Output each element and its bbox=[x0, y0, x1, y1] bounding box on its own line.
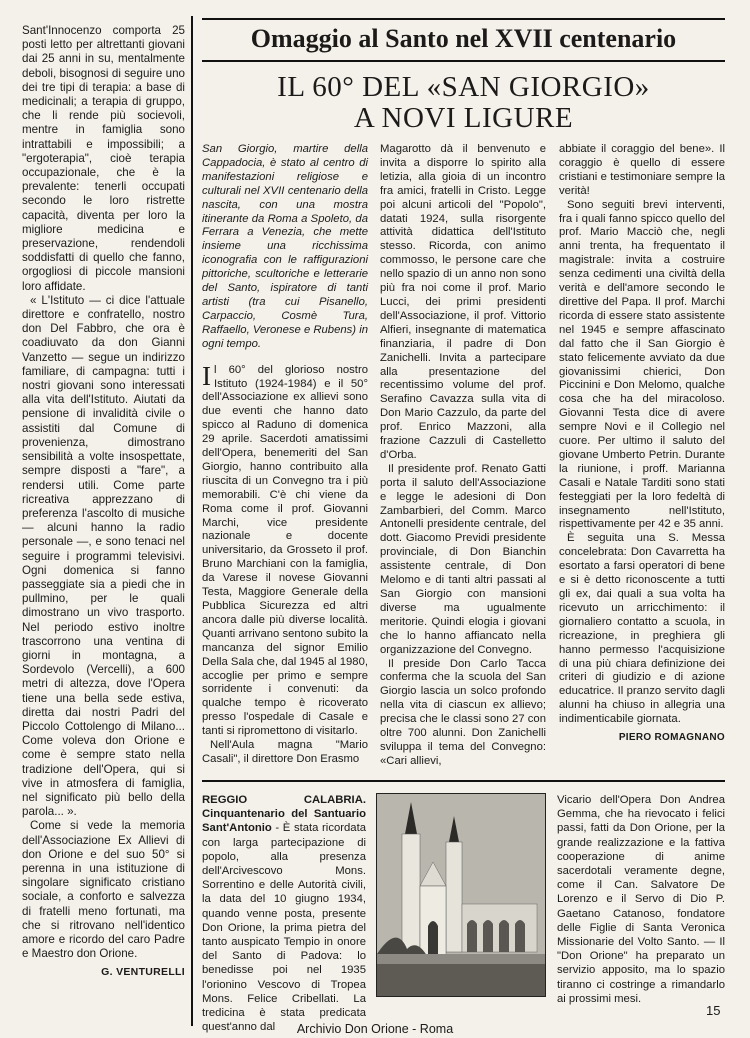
article-headline bbox=[202, 72, 725, 134]
archive-footer: Archivio Don Orione - Roma bbox=[296, 1022, 454, 1036]
article-paragraph: È seguita una S. Messa concelebrata: Don Cavarretta ha esortato a farsi operatori di bene e si è detto riconoscente a tutti gli ex, dai quali a sua volta ha ricevuto un arricchimento: il giornaliero contatto a scuola, in ricreazione, in preghiera gli hanno permesso l'acquisizione di una più chiara definizione dei criteri di giudizio e di azione educatrice. Il pranzo servito dagli alunni ha chiuso in allegria una indimenticabile giornata. bbox=[559, 532, 725, 726]
street bbox=[377, 954, 545, 964]
article-paragraph: Magarotto dà il benvenuto e invita a disporre lo spirito alla letizia, alla gioia di un incontro fra amici, fratelli in Cristo. Legge poi alcuni articoli del "Popolo", datati 1924, sulla risorgente attività didattica dell'Istituto stesso. Ricorda, con animo commosso, le persone care che nello spazio di un anno non sono più fra noi come il prof. Mario Lucci, dei primi presidenti dell'Associazione, il prof. Vittorio Alfieri, insegnante di matematica finanziaria, il padre di Don Zanichelli. Invita a partecipare alla presentazione del recentissimo volume del prof. Serafino Cavazza sulla vita di Don Mario Cazzulo, da parte del prof. Enrico Mazzoni, alla frazione Cazzuli di Castelletto d'Orba. bbox=[380, 143, 546, 461]
article-column-3 bbox=[559, 143, 725, 753]
article-text: l 60° del glorioso nostro Istituto (1924-1984) e il 50° dell'Associazione ex allievi sono due eventi che hanno dato spicco al Raduno di domenica 29 aprile. Sacerdoti amatissimi dell'Opera, benemeriti del San Giorgio, hanno contribuito alla riuscita di un Convegno tra i più memorabili. C'è chi viene da Roma come il prof. Giovanni Marchi, vice presidente nazionale e docente universitario, da Grosseto il prof. Bruno Marchiani con la famiglia, da Varese il novese Giovanni Testa, Maggiore Generale della Pubblica Sicurezza ed altri ancora dalle più diverse località. Quanti arrivano sentono subito la mancanza del signor Emilio Della Sala che, dal 1945 al 1980, accoglie per primo e sempre sorridente i convenuti: da qualche tempo è ricoverato presso l'ospedale di Casale e tanti si ripromettono di visitarlo. bbox=[202, 363, 368, 738]
reggio-paragraph: Vicario dell'Opera Don Andrea Gemma, che ha rievocato i felici passi, fatti da Don Orione, per la grande realizzazione e la fattiva cooperazione di anime sacerdotali veramente degne, come il Can. Salvatore De Lorenzo e il Servo di Dio P. Gaetano Catanoso, fondatore delle Figlie di Santa Veronica Missionarie del Volto Santo. — Il "Don Orione" ha preparato un servizio apposito, ma lo spazio tiranno ci costringe a rimandarlo ai prossimi mesi. bbox=[557, 794, 725, 1005]
church-photo bbox=[376, 793, 546, 997]
article-signature: PIERO ROMAGNANO bbox=[618, 732, 725, 744]
sidebar-paragraph: Come si vede la memoria dell'Associazione Ex Allievi di don Orione e del suo 50° si perenna in una istituzione di singolare significato cristiano sociale, a conforto e salvezza di fratelli meno fortunati, ma che si ritrovano nell'identico amore e ricordo del caro Padre e Maestro don Orione. bbox=[22, 819, 185, 961]
reggio-paragraph bbox=[202, 793, 366, 1034]
article-column-1 bbox=[202, 143, 368, 765]
section-kicker: Omaggio al Santo nel XVII centenario bbox=[250, 24, 677, 53]
kicker-rule bbox=[202, 60, 725, 62]
sidebar-paragraph: « L'Istituto — ci dice l'attuale direttore e confratello, nostro don Del Fabbro, che ora è coadiuvato da don Gianni Vanzetto — segue un indirizzo familiare, di campagna: tutti i nostri giovani sono interessati alla vita dell'Istituto. Aiutati da pensione di invalidità civile o assistiti dal Comune di provenienza, dimostrano sensibilità a volte insospettate, sempre disposti a "fare", a rendersi utili. Come parte ricreativa apprezzano di preferenza l'ascolto di musiche — alcuni hanno la radio personale —, e sono tenaci nel seguire i programmi televisivi. Ogni domenica si fanno passeggiate sia a piedi che in pullmino, per le quali dimostrano un vivo trasporto. Nel periodo estivo inoltre trascorrono una ventina di giorni in montagna, a Sordevolo (Vercelli), a 600 metri di altezza, dove l'Opera tiene una bella sede estiva, diretta dai nostri Padri del Piccolo Cottolengo di Milano... Come voleva don Orione e come è sempre stato nella tradizione dell'Opera, qui si vive in atmosfera di famiglia, nel significato più bello della parola... ». bbox=[22, 293, 185, 819]
right-tower bbox=[446, 842, 462, 952]
article-paragraph: Nell'Aula magna "Mario Casali", il direttore Don Erasmo bbox=[202, 739, 368, 765]
top-rule bbox=[202, 18, 725, 20]
photo-ground bbox=[377, 964, 545, 996]
church-door bbox=[428, 921, 438, 956]
sidebar-signature: G. VENTURELLI bbox=[101, 966, 185, 979]
sidebar-paragraph: Sant'Innocenzo comporta 25 posti letto per altrettanti giovani dai 25 anni in su, mentalmente deboli, bisognosi di seguire uno dei tre tipi di terapia: a base di medicinali; a terapia di gruppo, che li rende più socievoli, mentre in famiglia sono intrattabili e impossibili; a "ergoterapia", cioè terapia occupazionale, che è la prevalente: tenerli occupati secondo le loro ristrette capacità, diventa per loro la migliore medicina e preservazione, rendendoli soddisfatti di quello che fanno, orgogliosi di piccole mansioni loro affidate. bbox=[22, 24, 185, 293]
sidebar-article bbox=[22, 24, 185, 1009]
reggio-text: - È stata ricordata con larga partecipazione di popolo, alla presenza dell'Arcivescovo Mons. Sorrentino e delle Autorità civili, la data del 10 giugno 1934, quando venne posta, presente Don Orione, la prima pietra del tanto auspicato Tempio in onore del Santo di Padova: lo benedisse poi nel 1935 l'orionino Vescovo di Tropea Mons. Felice Cribellati. La tredicina è stata predicata quest'anno dal bbox=[202, 822, 366, 1034]
article-paragraph: abbiate il coraggio del bene». Il coraggio è quello di essere cristiani e testimoniare sempre la verità! bbox=[559, 143, 725, 197]
article-column-2 bbox=[380, 143, 546, 767]
left-tower bbox=[402, 834, 420, 954]
article-paragraph: Sono seguiti brevi interventi, fra i quali fanno spicco quello del prof. Mario Macciò che, negli anni trenta, ha frequentato il magistrale: invita a costruire senza cedimenti una civiltà della verità e dell'amore secondo le direttive del Papa. Il prof. Marchi ricorda di essere stato assistente nel 1945 e sempre affascinato dal fatto che il San Giorgio è stato felicemente avviato da due giovanissimi chierici, Don Piccinini e Don Melomo, qualche cosa che ha del miracoloso. Giovanni Testa dice di avere sempre Novi e il Collegio nel cuore. Per ultimo il saluto del giovane Umberto Petrin. Durante la riunione, i proff. Marianna Casali e Natale Tarditi sono stati festeggiati per la loro fedeltà di insegnamento nell'Istituto, rispettivamente per 42 e 35 anni. bbox=[559, 198, 725, 531]
page-number: 15 bbox=[706, 1003, 721, 1018]
article-paragraph: Il presidente prof. Renato Gatti porta il saluto dell'Associazione e legge le adesioni di Don Zambarbieri, del Comm. Marco Antonelli presidente centrale, del dott. Giacomo Previdi presidente provinciale, di Don Bianchin assistente centrale, di Don Melomo e di tanti altri passati al San Giorgio con mansioni diverse ma ugualmente meritorie. Quindi elogia i giovani che lo hanno affiancato nella organizzazione del Convegno. bbox=[380, 462, 546, 656]
article-intro: San Giorgio, martire della Cappadocia, è stato al centro di manifestazioni religiose e culturali nel XVII centenario della nascita, con una mostra itinerante da Roma a Spoleto, da Ferrara a Venezia, che mette insieme una ricchissima iconografia con le raffigurazioni pittoriche, scultoriche e letterarie del Santo, ispiratore di tanti artisti (tra cui Pisanello, Carpaccio, Cosmè Tura, Raffaello, Veronese e Rubens) in ogni tempo. bbox=[202, 143, 368, 350]
drop-cap: I bbox=[202, 360, 211, 391]
section-rule bbox=[202, 780, 725, 782]
headline-line-2: A NOVI LIGURE bbox=[353, 102, 574, 134]
reggio-column-right bbox=[557, 793, 725, 1006]
column-divider bbox=[191, 16, 193, 1026]
reggio-lead: REGGIO CALABRIA. Cinquantenario del Santuario Sant'Antonio bbox=[202, 794, 366, 835]
headline-line-1: IL 60° DEL «SAN GIORGIO» bbox=[277, 71, 650, 103]
article-paragraph: Il preside Don Carlo Tacca conferma che la scuola del San Giorgio lascia un solco profondo nella vita di ciascun ex allievo; precisa che le classi sono 27 con oltre 700 alunni. Don Zanichelli sviluppa il tema del Convegno: «Cari allievi, bbox=[380, 657, 546, 767]
article-paragraph bbox=[202, 360, 368, 739]
reggio-column-left bbox=[202, 793, 366, 1034]
